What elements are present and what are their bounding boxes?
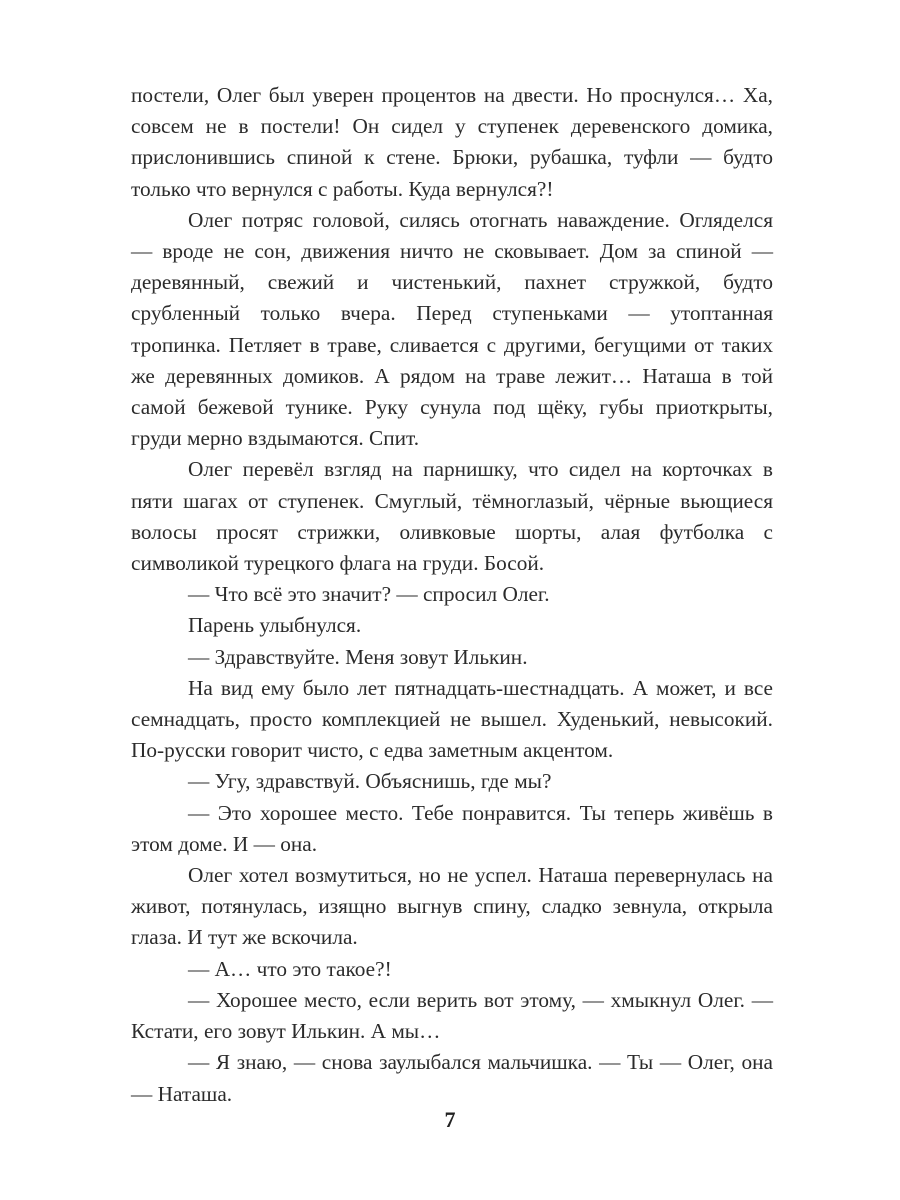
paragraph: — А… что это такое?!: [188, 956, 392, 981]
paragraph: — Это хорошее место. Тебе понравится. Ты теперь живёшь в этом доме. И — она.: [131, 800, 773, 856]
page-body: [131, 80, 773, 1110]
paragraph: Олег перевёл взгляд на парнишку, что сидел на корточках в пяти шагах от ступенек. Смуглый, тёмноглазый, чёрные вьющиеся волосы просят стрижки, оливковые шорты, алая футболка с символикой турецкого флага на груди. Босой.: [131, 457, 773, 576]
paragraph: — Здравствуйте. Меня зовут Илькин.: [188, 644, 528, 669]
paragraph: Олег потряс головой, силясь отогнать наваждение. Огляделся — вроде не сон, движения ничто не сковывает. Дом за спиной — деревянный, свежий и чистенький, пахнет стружкой, будто срубленный только вчера. Перед ступеньками — утоптанная тропинка. Петляет в траве, сливается с другими, бегущими от таких же деревянных домиков. А рядом на траве лежит… Наташа в той самой бежевой тунике. Руку сунула под щёку, губы приоткрыты, груди мерно вздымаются. Спит.: [131, 207, 773, 451]
paragraph: На вид ему было лет пятнадцать-шестнадцать. А может, и все семнадцать, просто комплекцией не вышел. Худенький, невысокий. По-русски говорит чисто, с едва заметным акцентом.: [131, 675, 773, 763]
paragraph: — Хорошее место, если верить вот этому, — хмыкнул Олег. — Кстати, его зовут Илькин. А мы…: [131, 987, 773, 1044]
paragraph: — Я знаю, — снова заулыбался мальчишка. — Ты — Олег, она — Наташа.: [131, 1050, 773, 1106]
paragraph: — Что всё это значит? — спросил Олег.: [188, 582, 550, 607]
paragraph: Олег хотел возмутиться, но не успел. Наташа перевернулась на живот, потянулась, изящно выгнув спину, сладко зевнула, открыла глаза. И тут же вскочила.: [131, 863, 773, 950]
page-number: 7: [444, 1107, 456, 1132]
paragraph: — Угу, здравствуй. Объяснишь, где мы?: [188, 769, 552, 794]
paragraph: постели, Олег был уверен процентов на двести. Но проснулся… Ха, совсем не в постели! Он сидел у ступенек деревенского домика, прислонившись спиной к стене. Брюки, рубашка, туфли — будто только что вернулся с работы. Куда вернулся?!: [131, 83, 773, 201]
paragraph: Парень улыбнулся.: [188, 613, 362, 638]
